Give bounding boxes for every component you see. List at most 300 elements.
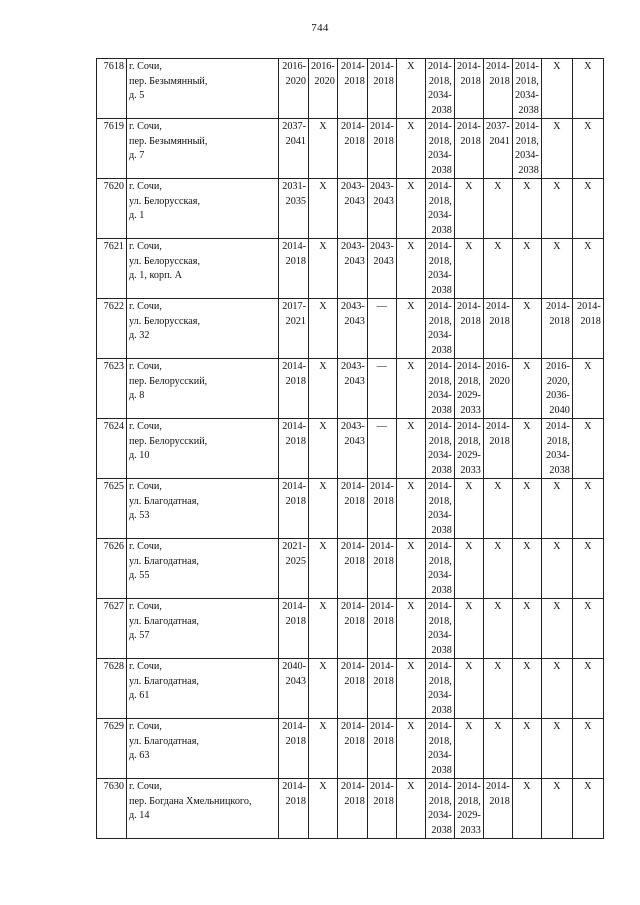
cell-line: X bbox=[407, 181, 415, 192]
cell-line: 2014- bbox=[457, 121, 481, 132]
cell-line: X bbox=[494, 541, 502, 552]
not-applicable-cell bbox=[309, 419, 338, 479]
period-cell bbox=[425, 119, 454, 179]
cell-line: X bbox=[407, 661, 415, 672]
cell-line: X bbox=[584, 481, 592, 492]
cell-line: 2014- bbox=[428, 721, 452, 732]
cell-line: 2038 bbox=[518, 104, 539, 116]
cell-line: X bbox=[319, 541, 327, 552]
period-cell bbox=[337, 479, 367, 539]
address-line: г. Сочи, bbox=[129, 481, 162, 492]
period-cell bbox=[279, 119, 309, 179]
not-applicable-cell bbox=[512, 299, 541, 359]
cell-line: X bbox=[584, 121, 592, 132]
period-cell bbox=[454, 419, 483, 479]
registry-table bbox=[96, 58, 604, 839]
cell-line: 2034- bbox=[428, 210, 452, 221]
row-number-cell: 7624 bbox=[97, 419, 127, 479]
not-applicable-cell bbox=[309, 779, 338, 839]
cell-line: 2014- bbox=[428, 541, 452, 552]
address-line: г. Сочи, bbox=[129, 241, 162, 252]
cell-line: 2014- bbox=[577, 301, 601, 312]
row-number-cell: 7619 bbox=[97, 119, 127, 179]
address-line: д. 8 bbox=[129, 390, 145, 401]
cell-line: 2014- bbox=[457, 421, 481, 432]
not-applicable-cell bbox=[483, 539, 512, 599]
period-cell bbox=[337, 179, 367, 239]
cell-line: 2025 bbox=[285, 555, 306, 567]
cell-line: 2018, bbox=[428, 75, 452, 87]
cell-line: 2018, bbox=[457, 375, 481, 387]
address-line: г. Сочи, bbox=[129, 721, 162, 732]
cell-line: 2033 bbox=[460, 824, 481, 836]
cell-line: X bbox=[494, 481, 502, 492]
cell-line: 2014- bbox=[370, 481, 394, 492]
cell-line: 2041 bbox=[285, 135, 306, 147]
cell-line: 2034- bbox=[515, 150, 539, 161]
period-cell bbox=[572, 299, 603, 359]
not-applicable-cell bbox=[572, 539, 603, 599]
cell-line: 2018, bbox=[428, 615, 452, 627]
period-cell bbox=[279, 419, 309, 479]
cell-line: 2034- bbox=[428, 810, 452, 821]
cell-line: 2018 bbox=[373, 135, 394, 147]
row-number-cell: 7620 bbox=[97, 179, 127, 239]
not-applicable-cell bbox=[454, 539, 483, 599]
period-cell bbox=[279, 239, 309, 299]
row-number-cell: 7629 bbox=[97, 719, 127, 779]
address-line: д. 14 bbox=[129, 810, 150, 821]
cell-line: 2043- bbox=[341, 241, 365, 252]
cell-line: 2014- bbox=[370, 541, 394, 552]
cell-line: X bbox=[494, 241, 502, 252]
dash-cell bbox=[367, 299, 396, 359]
cell-line: 2029- bbox=[457, 810, 481, 821]
cell-line: 2037- bbox=[486, 121, 510, 132]
cell-line: 2014- bbox=[486, 301, 510, 312]
address-line: пер. Безымянный, bbox=[129, 135, 208, 147]
period-cell bbox=[367, 599, 396, 659]
cell-line: — bbox=[376, 301, 387, 312]
period-cell bbox=[337, 539, 367, 599]
cell-line: 2018, bbox=[428, 795, 452, 807]
table-row bbox=[97, 719, 604, 779]
not-applicable-cell bbox=[483, 659, 512, 719]
cell-line: 2014- bbox=[428, 421, 452, 432]
not-applicable-cell bbox=[572, 419, 603, 479]
cell-line: X bbox=[553, 601, 561, 612]
period-cell bbox=[483, 119, 512, 179]
cell-line: X bbox=[553, 121, 561, 132]
cell-line: 2018, bbox=[428, 435, 452, 447]
period-cell bbox=[454, 59, 483, 119]
table-row bbox=[97, 359, 604, 419]
cell-line: 2014- bbox=[282, 481, 306, 492]
address-line: г. Сочи, bbox=[129, 541, 162, 552]
address-cell bbox=[127, 359, 279, 419]
not-applicable-cell bbox=[572, 179, 603, 239]
cell-line: 2014- bbox=[457, 61, 481, 72]
not-applicable-cell bbox=[541, 719, 572, 779]
cell-line: 2014- bbox=[486, 61, 510, 72]
cell-line: 2034- bbox=[428, 630, 452, 641]
cell-line: 2034- bbox=[428, 750, 452, 761]
cell-line: X bbox=[319, 181, 327, 192]
cell-line: X bbox=[319, 721, 327, 732]
cell-line: X bbox=[407, 481, 415, 492]
cell-line: 2014- bbox=[370, 721, 394, 732]
address-line: г. Сочи, bbox=[129, 61, 162, 72]
period-cell bbox=[425, 179, 454, 239]
cell-line: 2038 bbox=[431, 344, 452, 356]
cell-line: X bbox=[584, 181, 592, 192]
cell-line: X bbox=[553, 781, 561, 792]
not-applicable-cell bbox=[309, 719, 338, 779]
address-cell bbox=[127, 719, 279, 779]
cell-line: 2018 bbox=[285, 735, 306, 747]
not-applicable-cell bbox=[541, 59, 572, 119]
not-applicable-cell bbox=[512, 719, 541, 779]
not-applicable-cell bbox=[541, 479, 572, 539]
cell-line: 2014- bbox=[546, 301, 570, 312]
period-cell bbox=[425, 539, 454, 599]
period-cell bbox=[483, 779, 512, 839]
cell-line: X bbox=[523, 661, 531, 672]
cell-line: 2014- bbox=[428, 481, 452, 492]
period-cell bbox=[337, 779, 367, 839]
cell-line: 2043- bbox=[341, 421, 365, 432]
cell-line: 2014- bbox=[341, 781, 365, 792]
cell-line: 2018 bbox=[489, 75, 510, 87]
period-cell bbox=[337, 719, 367, 779]
cell-line: 2043- bbox=[341, 361, 365, 372]
cell-line: X bbox=[584, 661, 592, 672]
period-cell bbox=[279, 299, 309, 359]
not-applicable-cell bbox=[541, 659, 572, 719]
cell-line: 2018 bbox=[373, 555, 394, 567]
period-cell bbox=[425, 359, 454, 419]
period-cell bbox=[367, 59, 396, 119]
cell-line: X bbox=[494, 601, 502, 612]
not-applicable-cell bbox=[396, 779, 425, 839]
row-number-cell: 7630 bbox=[97, 779, 127, 839]
cell-line: 2036- bbox=[546, 390, 570, 401]
cell-line: 2043- bbox=[341, 301, 365, 312]
address-line: д. 53 bbox=[129, 510, 150, 521]
not-applicable-cell bbox=[483, 239, 512, 299]
cell-line: 2014- bbox=[370, 661, 394, 672]
address-line: д. 61 bbox=[129, 690, 150, 701]
not-applicable-cell bbox=[454, 239, 483, 299]
address-line: д. 55 bbox=[129, 570, 150, 581]
cell-line: 2018 bbox=[373, 75, 394, 87]
cell-line: 2014- bbox=[428, 241, 452, 252]
cell-line: X bbox=[523, 421, 531, 432]
not-applicable-cell bbox=[572, 119, 603, 179]
cell-line: X bbox=[584, 361, 592, 372]
table-row bbox=[97, 239, 604, 299]
period-cell bbox=[483, 359, 512, 419]
cell-line: 2018 bbox=[344, 675, 365, 687]
cell-line: 2018 bbox=[285, 495, 306, 507]
address-cell bbox=[127, 239, 279, 299]
cell-line: X bbox=[407, 241, 415, 252]
cell-line: X bbox=[465, 661, 473, 672]
address-line: г. Сочи, bbox=[129, 601, 162, 612]
not-applicable-cell bbox=[396, 659, 425, 719]
address-line: ул. Благодатная, bbox=[129, 495, 199, 507]
cell-line: 2034- bbox=[428, 450, 452, 461]
cell-line: 2018, bbox=[428, 735, 452, 747]
cell-line: 2014- bbox=[457, 361, 481, 372]
period-cell bbox=[425, 59, 454, 119]
cell-line: 2034- bbox=[428, 150, 452, 161]
cell-line: X bbox=[584, 721, 592, 732]
cell-line: 2018, bbox=[428, 495, 452, 507]
cell-line: X bbox=[553, 241, 561, 252]
address-cell bbox=[127, 539, 279, 599]
not-applicable-cell bbox=[396, 59, 425, 119]
cell-line: X bbox=[523, 301, 531, 312]
not-applicable-cell bbox=[309, 119, 338, 179]
cell-line: 2014- bbox=[486, 421, 510, 432]
dash-cell bbox=[367, 359, 396, 419]
cell-line: 2018 bbox=[373, 675, 394, 687]
cell-line: 2014- bbox=[428, 781, 452, 792]
address-cell bbox=[127, 599, 279, 659]
cell-line: 2016- bbox=[311, 61, 335, 72]
period-cell bbox=[279, 779, 309, 839]
not-applicable-cell bbox=[512, 179, 541, 239]
period-cell bbox=[483, 419, 512, 479]
period-cell bbox=[425, 419, 454, 479]
period-cell bbox=[337, 299, 367, 359]
not-applicable-cell bbox=[483, 599, 512, 659]
address-line: ул. Белорусская, bbox=[129, 195, 201, 207]
period-cell bbox=[337, 659, 367, 719]
not-applicable-cell bbox=[512, 599, 541, 659]
period-cell bbox=[483, 59, 512, 119]
period-cell bbox=[367, 239, 396, 299]
not-applicable-cell bbox=[572, 779, 603, 839]
not-applicable-cell bbox=[512, 539, 541, 599]
cell-line: 2038 bbox=[431, 284, 452, 296]
cell-line: X bbox=[319, 301, 327, 312]
not-applicable-cell bbox=[541, 239, 572, 299]
row-number-cell: 7618 bbox=[97, 59, 127, 119]
not-applicable-cell bbox=[541, 779, 572, 839]
cell-line: 2038 bbox=[431, 764, 452, 776]
cell-line: 2018, bbox=[428, 195, 452, 207]
not-applicable-cell bbox=[396, 719, 425, 779]
period-cell bbox=[541, 359, 572, 419]
not-applicable-cell bbox=[454, 479, 483, 539]
cell-line: 2014- bbox=[370, 121, 394, 132]
cell-line: 2043 bbox=[373, 255, 394, 267]
cell-line: 2043 bbox=[285, 675, 306, 687]
cell-line: X bbox=[407, 721, 415, 732]
cell-line: 2043 bbox=[373, 195, 394, 207]
not-applicable-cell bbox=[396, 299, 425, 359]
period-cell bbox=[425, 719, 454, 779]
cell-line: 2038 bbox=[431, 584, 452, 596]
not-applicable-cell bbox=[454, 719, 483, 779]
cell-line: 2014- bbox=[341, 481, 365, 492]
cell-line: 2014- bbox=[282, 241, 306, 252]
address-line: ул. Благодатная, bbox=[129, 735, 199, 747]
row-number-cell: 7622 bbox=[97, 299, 127, 359]
address-cell bbox=[127, 59, 279, 119]
cell-line: 2018 bbox=[580, 315, 601, 327]
period-cell bbox=[309, 59, 338, 119]
cell-line: 2016- bbox=[546, 361, 570, 372]
cell-line: 2018 bbox=[285, 795, 306, 807]
cell-line: 2034- bbox=[428, 510, 452, 521]
not-applicable-cell bbox=[396, 419, 425, 479]
address-cell bbox=[127, 779, 279, 839]
period-cell bbox=[541, 419, 572, 479]
cell-line: 2020 bbox=[314, 75, 335, 87]
not-applicable-cell bbox=[572, 359, 603, 419]
cell-line: 2038 bbox=[431, 164, 452, 176]
cell-line: X bbox=[523, 481, 531, 492]
cell-line: 2014- bbox=[428, 601, 452, 612]
cell-line: 2018 bbox=[285, 375, 306, 387]
address-cell bbox=[127, 659, 279, 719]
cell-line: 2020 bbox=[285, 75, 306, 87]
period-cell bbox=[425, 239, 454, 299]
period-cell bbox=[454, 119, 483, 179]
cell-line: 2043 bbox=[344, 255, 365, 267]
not-applicable-cell bbox=[572, 239, 603, 299]
not-applicable-cell bbox=[483, 179, 512, 239]
cell-line: X bbox=[523, 541, 531, 552]
period-cell bbox=[425, 779, 454, 839]
cell-line: X bbox=[523, 721, 531, 732]
cell-line: 2018 bbox=[373, 735, 394, 747]
not-applicable-cell bbox=[541, 179, 572, 239]
cell-line: X bbox=[584, 241, 592, 252]
cell-line: X bbox=[319, 421, 327, 432]
period-cell bbox=[367, 479, 396, 539]
address-line: г. Сочи, bbox=[129, 181, 162, 192]
address-cell bbox=[127, 179, 279, 239]
cell-line: X bbox=[584, 61, 592, 72]
cell-line: X bbox=[465, 541, 473, 552]
period-cell bbox=[483, 299, 512, 359]
cell-line: X bbox=[584, 781, 592, 792]
cell-line: 2014- bbox=[546, 421, 570, 432]
period-cell bbox=[512, 119, 541, 179]
period-cell bbox=[279, 59, 309, 119]
cell-line: 2034- bbox=[428, 90, 452, 101]
table-row bbox=[97, 299, 604, 359]
cell-line: 2014- bbox=[282, 361, 306, 372]
period-cell bbox=[279, 479, 309, 539]
address-line: пер. Богдана Хмельницкого, bbox=[129, 795, 252, 807]
cell-line: 2031- bbox=[282, 181, 306, 192]
cell-line: X bbox=[319, 241, 327, 252]
cell-line: 2014- bbox=[341, 121, 365, 132]
not-applicable-cell bbox=[541, 599, 572, 659]
cell-line: X bbox=[407, 781, 415, 792]
not-applicable-cell bbox=[572, 719, 603, 779]
cell-line: 2014- bbox=[515, 121, 539, 132]
not-applicable-cell bbox=[309, 179, 338, 239]
table-row bbox=[97, 119, 604, 179]
address-line: пер. Безымянный, bbox=[129, 75, 208, 87]
period-cell bbox=[279, 659, 309, 719]
cell-line: 2018 bbox=[373, 495, 394, 507]
period-cell bbox=[367, 719, 396, 779]
cell-line: 2040 bbox=[549, 404, 570, 416]
cell-line: 2021 bbox=[285, 315, 306, 327]
cell-line: X bbox=[465, 721, 473, 732]
cell-line: 2038 bbox=[431, 104, 452, 116]
cell-line: 2018 bbox=[344, 135, 365, 147]
cell-line: X bbox=[407, 421, 415, 432]
cell-line: 2018 bbox=[344, 795, 365, 807]
cell-line: X bbox=[584, 601, 592, 612]
cell-line: 2035 bbox=[285, 195, 306, 207]
address-line: г. Сочи, bbox=[129, 781, 162, 792]
cell-line: X bbox=[319, 361, 327, 372]
cell-line: 2018, bbox=[457, 795, 481, 807]
table-row bbox=[97, 479, 604, 539]
not-applicable-cell bbox=[396, 599, 425, 659]
cell-line: 2033 bbox=[460, 404, 481, 416]
address-line: ул. Белорусская, bbox=[129, 315, 201, 327]
cell-line: X bbox=[523, 181, 531, 192]
address-line: д. 10 bbox=[129, 450, 150, 461]
not-applicable-cell bbox=[396, 359, 425, 419]
cell-line: X bbox=[465, 601, 473, 612]
cell-line: 2038 bbox=[518, 164, 539, 176]
cell-line: 2018 bbox=[489, 795, 510, 807]
cell-line: 2034- bbox=[546, 450, 570, 461]
cell-line: 2014- bbox=[428, 121, 452, 132]
period-cell bbox=[367, 119, 396, 179]
not-applicable-cell bbox=[541, 539, 572, 599]
period-cell bbox=[337, 59, 367, 119]
not-applicable-cell bbox=[512, 419, 541, 479]
cell-line: 2034- bbox=[428, 690, 452, 701]
not-applicable-cell bbox=[483, 719, 512, 779]
not-applicable-cell bbox=[309, 599, 338, 659]
not-applicable-cell bbox=[309, 539, 338, 599]
not-applicable-cell bbox=[454, 599, 483, 659]
cell-line: 2018, bbox=[457, 435, 481, 447]
address-line: г. Сочи, bbox=[129, 121, 162, 132]
cell-line: 2038 bbox=[431, 644, 452, 656]
not-applicable-cell bbox=[309, 359, 338, 419]
cell-line: 2018 bbox=[373, 615, 394, 627]
address-line: ул. Благодатная, bbox=[129, 615, 199, 627]
cell-line: 2018 bbox=[373, 795, 394, 807]
period-cell bbox=[367, 539, 396, 599]
not-applicable-cell bbox=[396, 179, 425, 239]
cell-line: 2018 bbox=[344, 555, 365, 567]
cell-line: 2018, bbox=[428, 255, 452, 267]
cell-line: 2014- bbox=[428, 181, 452, 192]
cell-line: X bbox=[407, 541, 415, 552]
cell-line: 2018 bbox=[344, 75, 365, 87]
cell-line: X bbox=[319, 121, 327, 132]
period-cell bbox=[367, 659, 396, 719]
not-applicable-cell bbox=[454, 179, 483, 239]
cell-line: X bbox=[319, 481, 327, 492]
cell-line: X bbox=[407, 61, 415, 72]
